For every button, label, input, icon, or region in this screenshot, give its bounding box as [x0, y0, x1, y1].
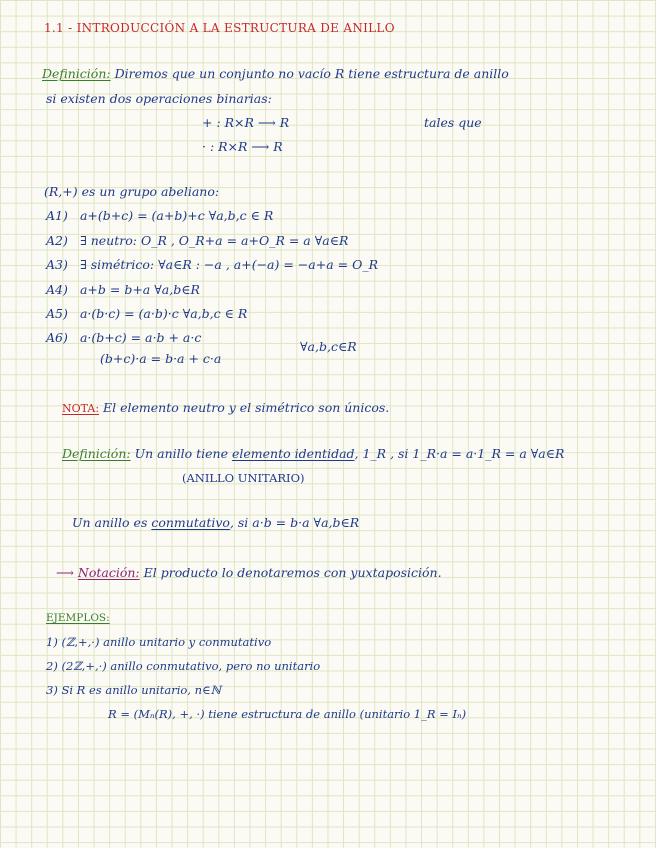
- axiom-a6-line-2: (b+c)·a = b·a + c·a: [100, 351, 222, 366]
- axiom-label: A6): [46, 330, 68, 345]
- definition-2-text-a: Un anillo tiene: [134, 446, 228, 461]
- example-1: 1) (ℤ,+,·) anillo unitario y conmutativo: [46, 635, 272, 649]
- definition-1-tales-que: tales que: [424, 115, 482, 130]
- axiom-text: a+b = b+a ∀a,b∈R: [79, 282, 200, 297]
- definition-2: [62, 446, 564, 462]
- definition-1-label: Definición:: [42, 66, 111, 81]
- axiom-label: A2): [46, 233, 68, 248]
- example-2: 2) (2ℤ,+,·) anillo conmutativo, pero no unitario: [46, 659, 321, 673]
- axiom-label: A1): [46, 208, 68, 223]
- note-label: NOTA:: [62, 402, 100, 415]
- axiom-label: A5): [46, 306, 68, 321]
- axiom-text: a·(b·c) = (a·b)·c ∀a,b,c ∈ R: [79, 306, 248, 321]
- definition-2-text-b: , 1_R , si 1_R·a = a·1_R = a ∀a∈R: [354, 446, 565, 461]
- axiom-label: A4): [46, 282, 68, 297]
- example-3: 3) Si R es anillo unitario, n∈ℕ: [46, 683, 222, 697]
- page-title: 1.1 - INTRODUCCIÓN A LA ESTRUCTURA DE ANILLO: [44, 21, 395, 35]
- axiom-a3: [46, 257, 378, 273]
- examples-label: EJEMPLOS:: [46, 612, 110, 624]
- definition-2-label: Definición:: [62, 446, 131, 461]
- definition-1-line-1: [42, 66, 509, 82]
- axiom-text: a+(b+c) = (a+b)+c ∀a,b,c ∈ R: [79, 208, 274, 223]
- axiom-text: a·(b+c) = a·b + a·c: [79, 330, 202, 345]
- note-text: El elemento neutro y el simétrico son únicos.: [103, 400, 390, 415]
- operation-product: · : R×R ⟶ R: [202, 139, 283, 154]
- notation-label: Notación:: [77, 565, 140, 580]
- definition-1-text-1: Diremos que un conjunto no vacío R tiene estructura de anillo: [114, 66, 509, 81]
- arrow-icon: ⟶: [56, 565, 74, 580]
- operation-sum: + : R×R ⟶ R: [202, 115, 290, 130]
- commutative-term: conmutativo: [151, 515, 230, 530]
- axiom-text: ∃ simétrico: ∀a∈R : −a , a+(−a) = −a+a = O_R: [79, 257, 378, 272]
- note: [62, 400, 389, 417]
- axiom-label: A3): [46, 257, 68, 272]
- axiom-a4: [46, 282, 200, 298]
- definition-2-term: elemento identidad: [231, 446, 355, 461]
- notation: [56, 565, 442, 581]
- notation-text: El producto lo denotaremos con yuxtaposición.: [143, 565, 442, 580]
- example-3-line-2: R = (Mₙ(R), +, ·) tiene estructura de anillo (unitario 1_R = Iₙ): [108, 707, 467, 721]
- axiom-a6-forall: ∀a,b,c∈R: [300, 339, 357, 354]
- group-intro: (R,+) es un grupo abeliano:: [44, 184, 220, 199]
- axiom-text: ∃ neutro: O_R , O_R+a = a+O_R = a ∀a∈R: [79, 233, 349, 248]
- commutative-definition: [72, 515, 359, 531]
- definition-1-line-2: si existen dos operaciones binarias:: [46, 91, 272, 106]
- axiom-a2: [46, 233, 348, 249]
- axiom-a5: [46, 306, 247, 322]
- axiom-a6: [46, 330, 201, 346]
- definition-2-subtitle: (ANILLO UNITARIO): [182, 471, 305, 485]
- axiom-a1: [46, 208, 273, 224]
- commutative-text-a: Un anillo es: [72, 515, 148, 530]
- commutative-text-b: , si a·b = b·a ∀a,b∈R: [229, 515, 360, 530]
